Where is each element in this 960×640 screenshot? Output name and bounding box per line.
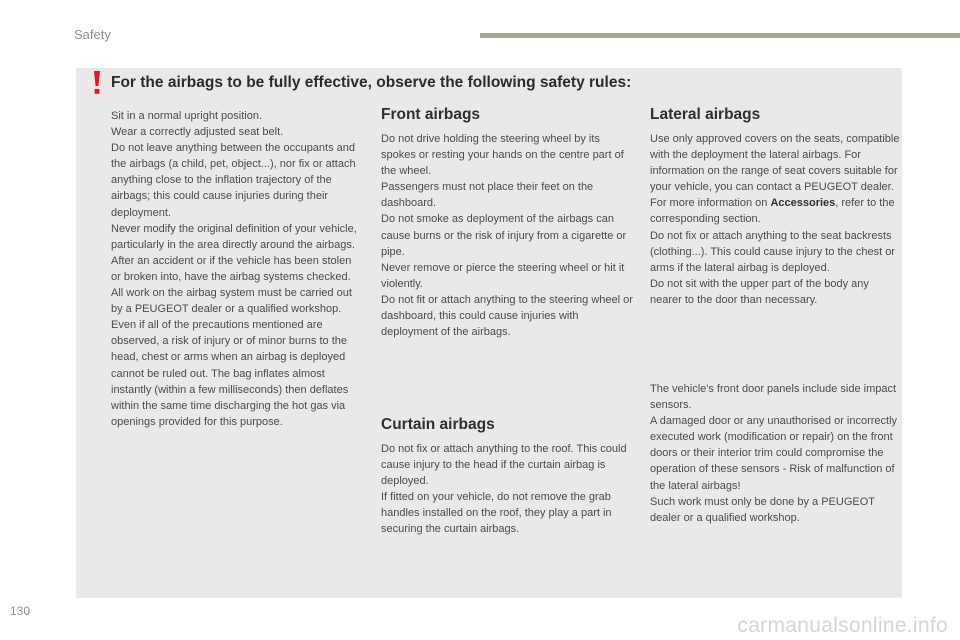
curtain-line: If fitted on your vehicle, do not remove the grab handles installed on the roof, they play a part in securing the curtain airbags.: [381, 491, 612, 536]
lateral-airbags-section: [650, 105, 900, 308]
lateral-line: Use only approved covers on the seats, compatible with the deployment the lateral airbags. For information on the range of seat covers suitable for your vehicle, you can contact a PEUGEOT dealer.: [650, 133, 900, 194]
sensor-line: The vehicle's front door panels include side impact sensors.: [650, 383, 897, 412]
lateral-line-text: , refer to the corresponding section.: [650, 197, 895, 226]
general-line: Do not leave anything between the occupants and the airbags (a child, pet, object...), nor fix or attach anything close to the inflation trajectory of the airbags; this could cause injuries during their deployment.: [111, 142, 356, 219]
general-line: Sit in a normal upright position.: [111, 110, 263, 122]
general-rules: [111, 108, 361, 430]
lateral-line: [650, 195, 900, 227]
accessories-reference: Accessories: [770, 197, 836, 210]
general-line: Even if all of the precautions mentioned are observed, a risk of injury or of minor burns to the head, chest or arms when an airbag is deployed cannot be ruled out. The bag inflates almost instantly (within a few milliseconds) then deflates within the same time discharging the hot gas via openings provided for this purpose.: [111, 319, 349, 428]
front-line: Do not smoke as deployment of the airbags can cause burns or the risk of injury from a cigarette or pipe.: [381, 213, 627, 258]
curtain-airbags-section: [381, 415, 633, 538]
header-rule: [480, 33, 960, 38]
general-line: Never modify the original definition of your vehicle, particularly in the area directly around the airbags.: [111, 222, 357, 251]
front-airbags-heading: Front airbags: [381, 106, 481, 123]
curtain-line: Do not fix or attach anything to the roof. This could cause injury to the head if the curtain airbag is deployed.: [381, 443, 627, 488]
sensor-line: A damaged door or any unauthorised or incorrectly executed work (modification or repair) on the front doors or their interior trim could compromise the operation of these sensors - Risk of malfunction of the lateral airbags!: [650, 415, 898, 492]
general-line: Wear a correctly adjusted seat belt.: [111, 126, 284, 139]
sensor-line: Such work must only be done by a PEUGEOT dealer or a qualified workshop.: [650, 495, 875, 524]
general-line: After an accident or if the vehicle has been stolen or broken into, have the airbag systems checked.: [111, 254, 352, 283]
front-line: Never remove or pierce the steering wheel or hit it violently.: [381, 261, 625, 290]
watermark: carmanualsonline.info: [737, 614, 948, 637]
side-sensors-note: [650, 381, 900, 526]
lateral-airbags-heading: Lateral airbags: [650, 106, 761, 123]
exclamation-icon: [91, 71, 103, 95]
front-line: Passengers must not place their feet on the dashboard.: [381, 181, 594, 210]
section-label: Safety: [74, 27, 111, 42]
panel-title: For the airbags to be fully effective, observe the following safety rules:: [111, 74, 632, 91]
front-line: Do not drive holding the steering wheel by its spokes or resting your hands on the centre part of the wheel.: [381, 133, 624, 178]
front-airbags-section: [381, 105, 633, 340]
general-line: All work on the airbag system must be carried out by a PEUGEOT dealer or a qualified workshop.: [111, 287, 352, 316]
curtain-airbags-heading: Curtain airbags: [381, 416, 495, 433]
lateral-line: Do not sit with the upper part of the body any nearer to the door than necessary.: [650, 277, 869, 306]
lateral-line-text: For more information on: [650, 197, 771, 210]
page-number: 130: [10, 604, 31, 618]
lateral-line: Do not fix or attach anything to the seat backrests (clothing...). This could cause injury to the chest or arms if the lateral airbag is deployed.: [650, 229, 895, 274]
front-line: Do not fit or attach anything to the steering wheel or dashboard, this could cause injuries with deployment of the airbags.: [381, 293, 633, 339]
